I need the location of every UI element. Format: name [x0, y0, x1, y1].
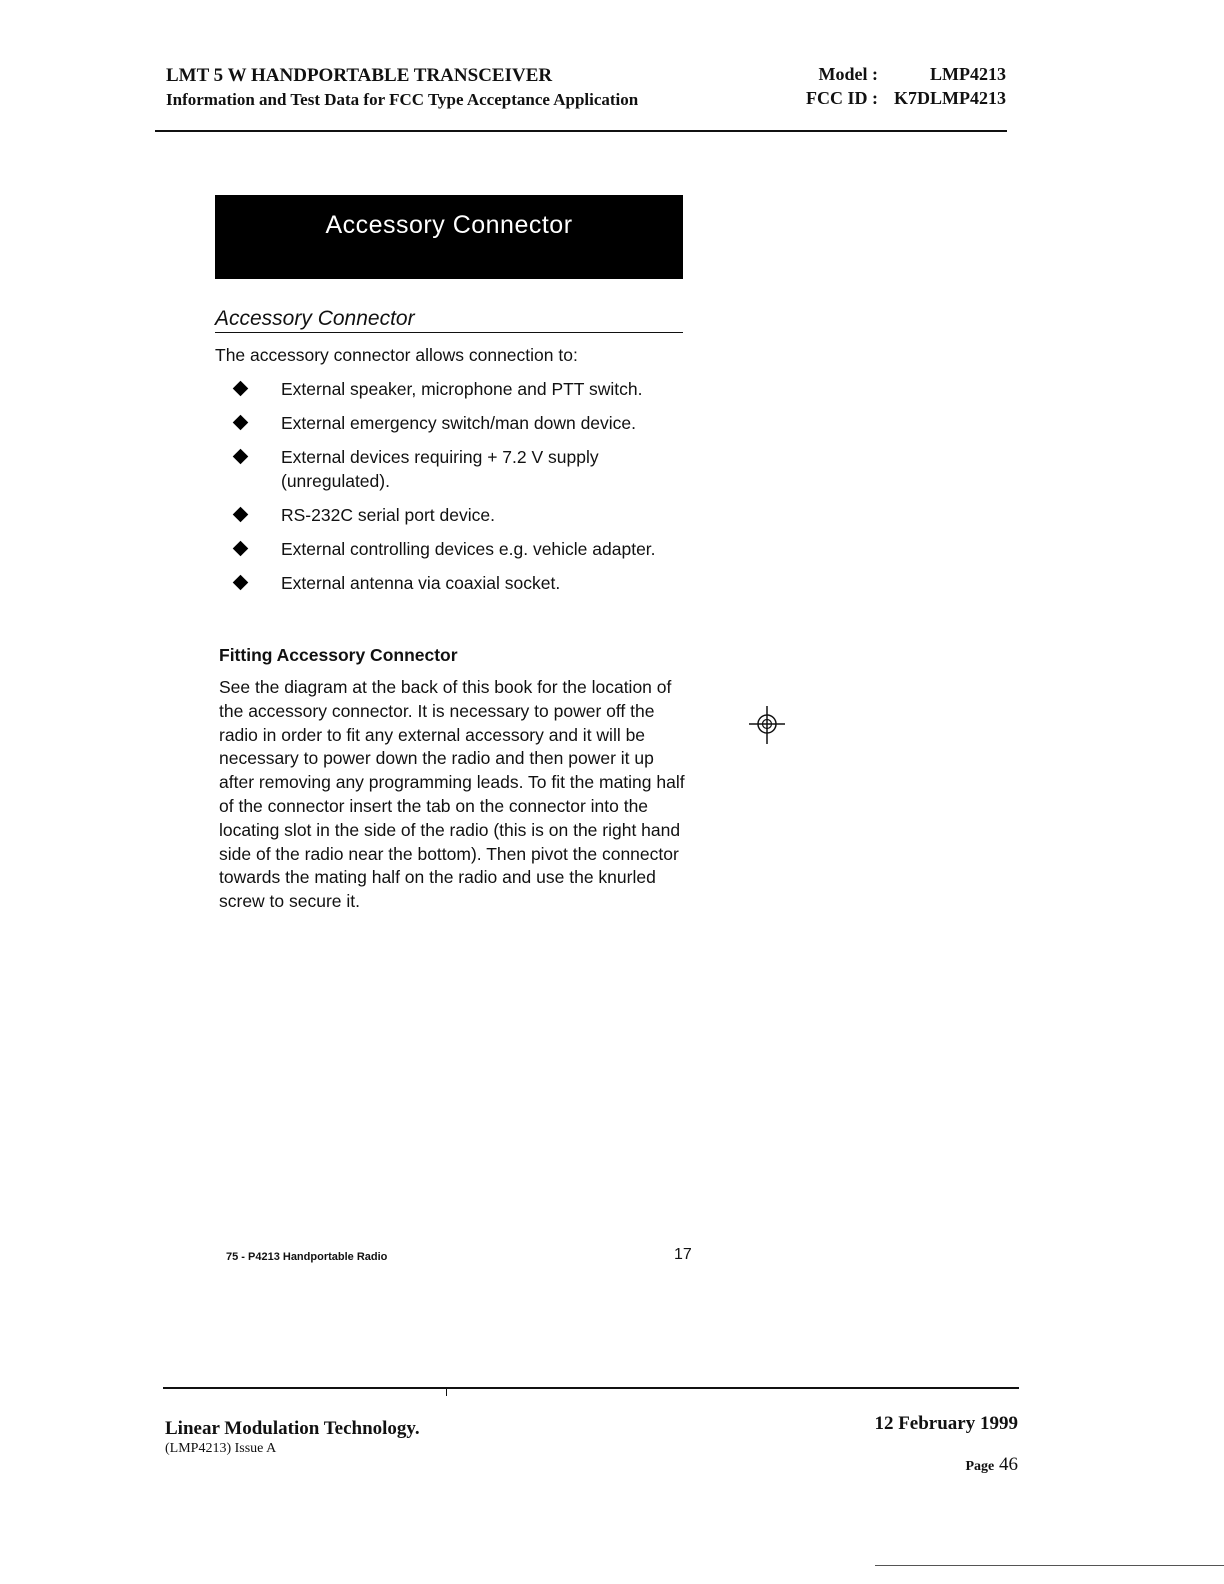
diamond-bullet-icon — [233, 507, 249, 523]
section-heading-text: Accessory Connector — [215, 307, 415, 330]
diamond-bullet-icon — [233, 575, 249, 591]
inner-footer-doc-ref: 75 - P4213 Handportable Radio — [226, 1251, 388, 1263]
fcc-id-value: K7DLMP4213 — [894, 88, 1006, 108]
footer-divider-tick — [446, 1388, 447, 1396]
section-heading — [215, 307, 683, 333]
footer-left — [165, 1418, 420, 1458]
list-item — [231, 445, 691, 493]
model-value: LMP4213 — [930, 64, 1006, 84]
fcc-id-row — [784, 86, 1006, 110]
document-header-right — [784, 62, 1006, 110]
section-intro: The accessory connector allows connection to: — [215, 345, 578, 365]
footer-page-label: Page — [965, 1459, 995, 1474]
footer-divider — [163, 1387, 1019, 1389]
document-subtitle: Information and Test Data for FCC Type Acceptance Application — [166, 90, 639, 109]
connection-list — [231, 377, 691, 605]
diamond-bullet-icon — [233, 449, 249, 465]
list-item — [231, 503, 691, 527]
footer-issue: (LMP4213) Issue A — [165, 1441, 277, 1456]
list-item-text: External speaker, microphone and PTT switch. — [281, 379, 643, 399]
scan-edge-line — [875, 1565, 1224, 1566]
registration-mark-icon — [749, 706, 785, 744]
document-header-left — [166, 64, 638, 112]
footer-page — [900, 1454, 1018, 1478]
section-banner — [215, 195, 683, 279]
footer-company: Linear Modulation Technology. — [165, 1418, 420, 1439]
fitting-heading: Fitting Accessory Connector — [219, 645, 458, 665]
model-label: Model : — [818, 64, 878, 84]
model-row — [784, 62, 1006, 86]
footer-date: 12 February 1999 — [874, 1413, 1018, 1434]
diamond-bullet-icon — [233, 541, 249, 557]
section-banner-title: Accessory Connector — [325, 211, 573, 239]
fcc-id-label: FCC ID : — [806, 88, 878, 108]
list-item — [231, 537, 691, 561]
document-title: LMT 5 W HANDPORTABLE TRANSCEIVER — [166, 65, 553, 86]
list-item-text: RS-232C serial port device. — [281, 505, 495, 525]
fitting-paragraph: See the diagram at the back of this book for the location of the accessory connector. It is necessary to power off the radio in order to fit any external accessory and it will be necessary to power down the radio and then power it up after removing any programming leads. To fit the mating half of the connector insert the tab on the connector into the locating slot in the side of the radio (this is on the right hand side of the radio near the bottom). Then pivot the connector towards the mating half on the radio and use the knurled screw to secure it. — [219, 677, 685, 912]
list-item-text: External controlling devices e.g. vehicle adapter. — [281, 539, 656, 559]
list-item — [231, 411, 691, 435]
footer-page-number: 46 — [999, 1454, 1018, 1475]
list-item — [231, 571, 691, 595]
inner-footer-page-number: 17 — [674, 1246, 692, 1263]
list-item-text: External emergency switch/man down device. — [281, 413, 637, 433]
diamond-bullet-icon — [233, 381, 249, 397]
header-divider — [155, 130, 1007, 132]
list-item-text: External devices requiring + 7.2 V supply (unregulated). — [281, 447, 599, 491]
list-item — [231, 377, 691, 401]
diamond-bullet-icon — [233, 415, 249, 431]
list-item-text: External antenna via coaxial socket. — [281, 573, 561, 593]
